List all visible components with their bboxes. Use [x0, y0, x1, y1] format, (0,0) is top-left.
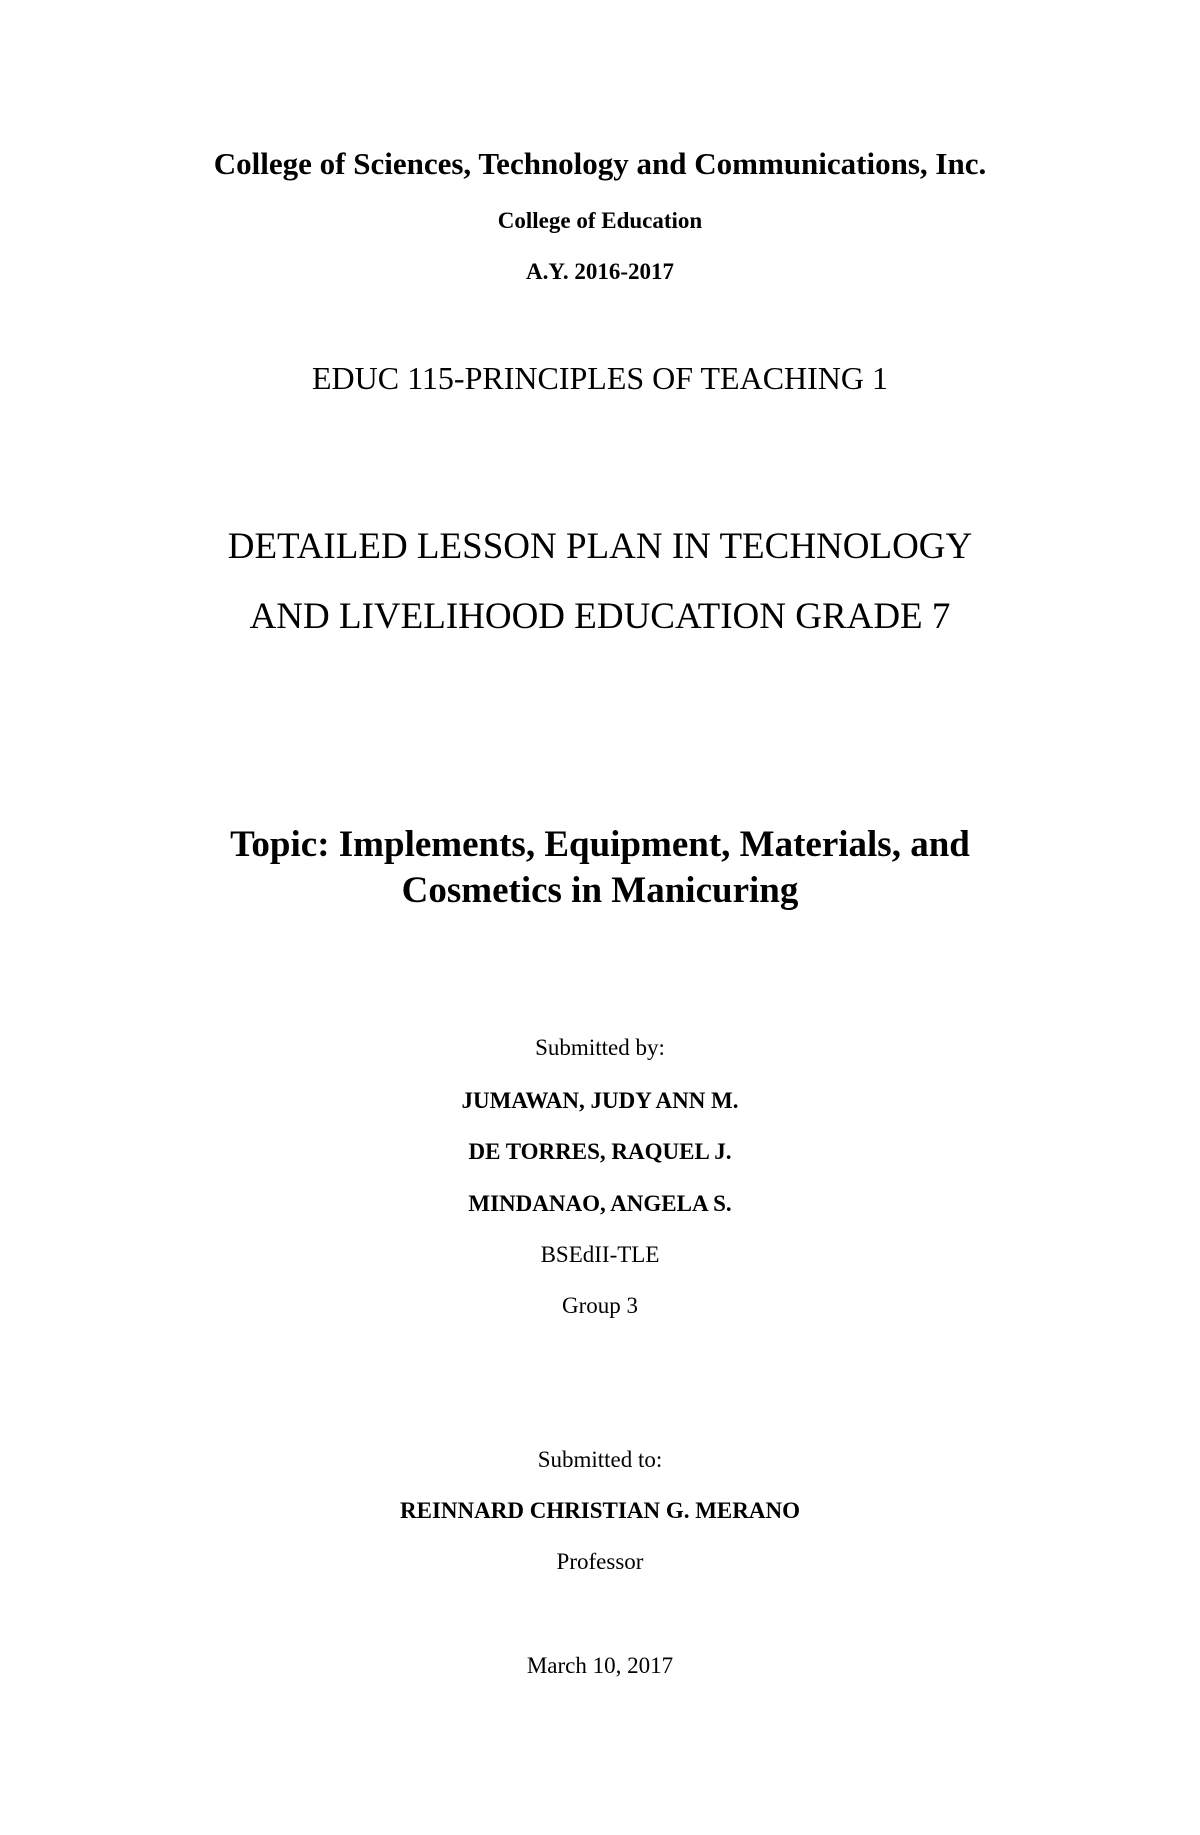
course-title: EDUC 115-PRINCIPLES OF TEACHING 1 — [311, 360, 889, 396]
topic-line-1: Topic: Implements, Equipment, Materials, and — [230, 824, 970, 865]
topic-line-2: Cosmetics in Manicuring — [401, 870, 799, 911]
submission-date: March 10, 2017 — [526, 1653, 674, 1678]
section: BSEdII-TLE — [540, 1242, 660, 1267]
submitted-to-label: Submitted to: — [537, 1447, 663, 1472]
member-name: JUMAWAN, JUDY ANN M. — [461, 1088, 739, 1113]
submitted-by-label: Submitted by: — [535, 1035, 665, 1060]
academic-year: A.Y. 2016-2017 — [525, 259, 675, 284]
group-number: Group 3 — [561, 1293, 639, 1318]
professor-name: REINNARD CHRISTIAN G. MERANO — [400, 1498, 800, 1523]
professor-role: Professor — [556, 1549, 644, 1574]
college-name: College of Education — [497, 208, 703, 233]
institution-name: College of Sciences, Technology and Communications, Inc. — [213, 146, 987, 181]
member-name: DE TORRES, RAQUEL J. — [468, 1139, 732, 1164]
lesson-plan-title-line-1: DETAILED LESSON PLAN IN TECHNOLOGY — [227, 526, 973, 567]
lesson-plan-title-line-2: AND LIVELIHOOD EDUCATION GRADE 7 — [249, 596, 951, 637]
member-name: MINDANAO, ANGELA S. — [468, 1191, 732, 1216]
